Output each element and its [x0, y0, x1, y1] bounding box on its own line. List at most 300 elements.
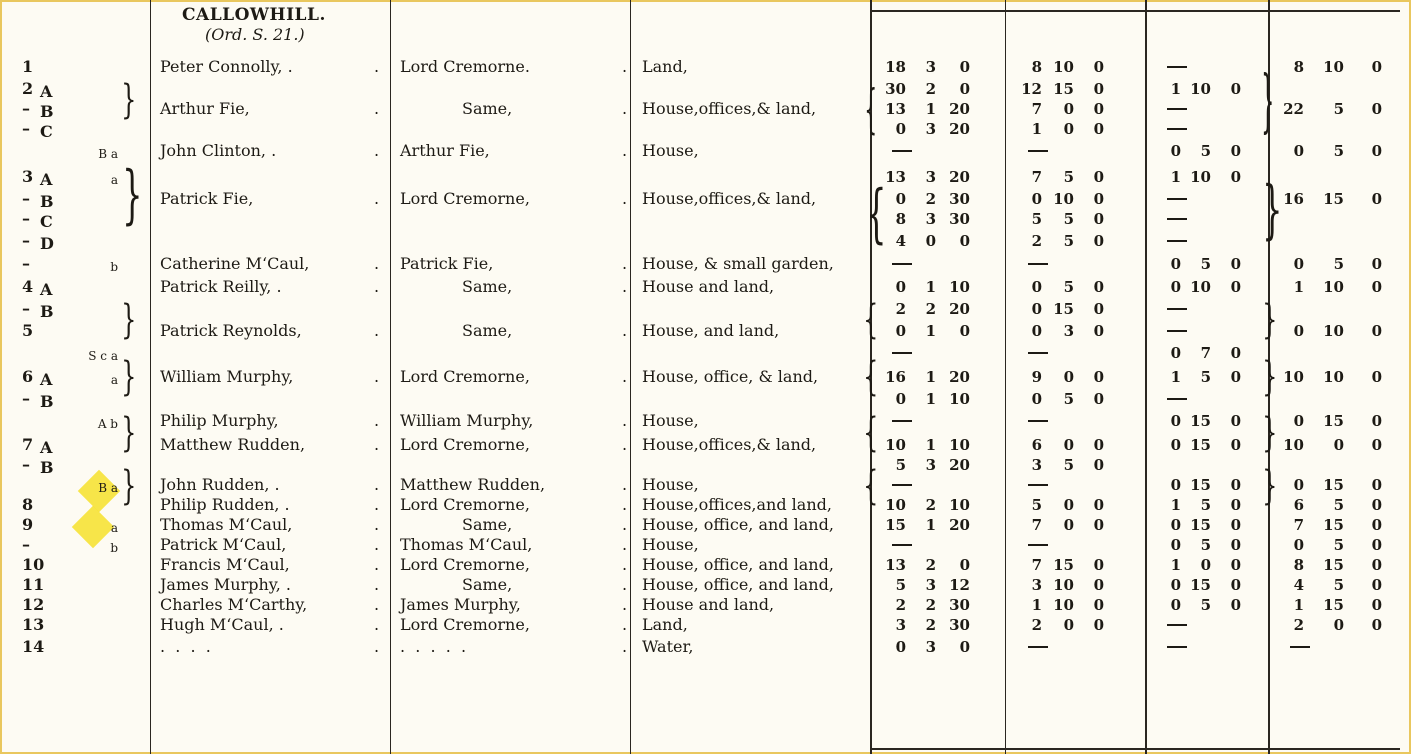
total-valuation: 10 [1283, 368, 1304, 386]
property-description: House, [642, 475, 699, 494]
row-number: 11 [22, 575, 45, 594]
area-value: 0 [895, 638, 906, 656]
leader-dot: . [622, 321, 628, 340]
leader-dot: . [622, 277, 628, 296]
column-rule [1005, 0, 1006, 754]
total-valuation: 10 [1323, 58, 1344, 76]
total-valuation: 0 [1293, 412, 1304, 430]
area-value: 13 [885, 556, 906, 574]
leader-dot: . [374, 321, 380, 340]
total-valuation: 0 [1371, 322, 1382, 340]
leader-dot: . [622, 141, 628, 160]
area-value: 5 [895, 456, 906, 474]
land-valuation: 0 [1093, 168, 1104, 186]
total-valuation: 1 [1293, 278, 1304, 296]
row-number: 9 [22, 515, 34, 534]
area-value: 13 [885, 168, 906, 186]
land-valuation: 0 [1031, 322, 1042, 340]
buildings-valuation: 0 [1230, 576, 1241, 594]
area-value-dash [892, 352, 912, 354]
land-valuation: 0 [1093, 278, 1104, 296]
header-rule [870, 10, 1400, 12]
brace: { [863, 297, 879, 343]
area-value: 10 [949, 496, 970, 514]
buildings-valuation: 15 [1190, 516, 1211, 534]
area-value: 4 [895, 232, 906, 250]
row-subletter: S c a [88, 349, 118, 363]
row-subletter: A b [97, 417, 118, 431]
buildings-valuation: 0 [1230, 496, 1241, 514]
leader-dot: . [622, 435, 628, 454]
occupier-name: Patrick Reilly, . [160, 277, 282, 296]
row-number: – [22, 119, 30, 138]
land-valuation: 10 [1053, 58, 1074, 76]
total-valuation: 0 [1293, 536, 1304, 554]
row-number: 7 [22, 435, 34, 454]
land-valuation: 0 [1031, 300, 1042, 318]
row-number: – [22, 254, 30, 273]
land-valuation: 5 [1063, 232, 1074, 250]
row-number: 3 [22, 167, 34, 186]
area-value: 10 [949, 278, 970, 296]
total-valuation: 5 [1333, 536, 1344, 554]
occupier-name: Peter Connolly, . [160, 57, 293, 76]
total-valuation: 0 [1371, 278, 1382, 296]
area-value: 2 [925, 496, 936, 514]
brace: } [1262, 173, 1283, 247]
leader-dot: . [374, 515, 380, 534]
row-number: 2 [22, 79, 34, 98]
leader-dot: . [622, 595, 628, 614]
buildings-valuation-dash [1167, 198, 1187, 200]
total-valuation: 15 [1323, 596, 1344, 614]
occupier-name: William Murphy, [160, 367, 294, 386]
brace: { [864, 80, 878, 140]
land-valuation: 0 [1063, 100, 1074, 118]
total-valuation: 5 [1333, 142, 1344, 160]
property-description: House, & small garden, [642, 254, 834, 273]
row-number: – [22, 231, 30, 250]
buildings-valuation: 0 [1170, 576, 1181, 594]
buildings-valuation: 0 [1230, 255, 1241, 273]
area-value: 0 [895, 278, 906, 296]
land-valuation-dash [1028, 352, 1048, 354]
total-valuation: 5 [1333, 576, 1344, 594]
total-valuation: 0 [1371, 368, 1382, 386]
land-valuation: 0 [1063, 616, 1074, 634]
leader-dot: . [374, 277, 380, 296]
land-valuation: 0 [1093, 58, 1104, 76]
lessor-name: Lord Cremorne, [400, 615, 530, 634]
row-letter: C [40, 212, 53, 231]
total-valuation: 10 [1283, 436, 1304, 454]
buildings-valuation: 0 [1230, 516, 1241, 534]
area-value: 0 [959, 322, 970, 340]
land-valuation-dash [1028, 263, 1048, 265]
total-valuation: 0 [1371, 142, 1382, 160]
area-value: 2 [895, 300, 906, 318]
row-number: – [22, 455, 30, 474]
area-value: 3 [925, 456, 936, 474]
buildings-valuation-dash [1167, 108, 1187, 110]
area-value: 30 [949, 596, 970, 614]
buildings-valuation: 5 [1200, 368, 1211, 386]
leader-dot: . [374, 367, 380, 386]
buildings-valuation: 0 [1170, 436, 1181, 454]
row-subletter: a [110, 373, 118, 387]
land-valuation: 0 [1093, 390, 1104, 408]
buildings-valuation: 0 [1170, 536, 1181, 554]
row-number: 8 [22, 495, 34, 514]
brace: { [863, 463, 879, 509]
occupier-name: James Murphy, . [160, 575, 291, 594]
land-valuation: 0 [1093, 368, 1104, 386]
property-description: House, office, & land, [642, 367, 819, 386]
area-value: 0 [895, 120, 906, 138]
row-letter: C [40, 122, 53, 141]
occupier-name: Patrick Reynolds, [160, 321, 302, 340]
buildings-valuation-dash [1167, 240, 1187, 242]
total-valuation: 8 [1293, 556, 1304, 574]
total-valuation: 0 [1371, 496, 1382, 514]
area-value-dash [892, 420, 912, 422]
townland-title: CALLOWHILL. [182, 5, 326, 25]
column-rule [630, 0, 631, 754]
property-description: House,offices,& land, [642, 189, 817, 208]
total-valuation: 0 [1293, 255, 1304, 273]
land-valuation: 2 [1031, 232, 1042, 250]
row-number: 5 [22, 321, 34, 340]
land-valuation: 0 [1093, 80, 1104, 98]
buildings-valuation: 5 [1200, 536, 1211, 554]
buildings-valuation: 0 [1170, 516, 1181, 534]
lessor-name: Same, [462, 277, 513, 296]
row-number: – [22, 209, 30, 228]
property-description: House, [642, 141, 699, 160]
total-valuation: 0 [1371, 255, 1382, 273]
lessor-name: Same, [462, 321, 513, 340]
leader-dot: . [622, 367, 628, 386]
area-value: 10 [885, 496, 906, 514]
buildings-valuation: 0 [1230, 278, 1241, 296]
total-valuation: 0 [1371, 476, 1382, 494]
property-description: House, [642, 535, 699, 554]
total-valuation: 0 [1371, 536, 1382, 554]
total-valuation: 15 [1323, 476, 1344, 494]
area-value: 2 [925, 80, 936, 98]
buildings-valuation: 10 [1190, 168, 1211, 186]
leader-dot: . [374, 535, 380, 554]
land-valuation: 3 [1063, 322, 1074, 340]
area-value-dash [892, 484, 912, 486]
total-valuation: 0 [1371, 190, 1382, 208]
total-valuation: 4 [1293, 576, 1304, 594]
lessor-name: Matthew Rudden, [400, 475, 546, 494]
leader-dot: . [374, 99, 380, 118]
total-valuation: 10 [1323, 278, 1344, 296]
footer-rule [870, 748, 1400, 750]
area-value: 3 [925, 576, 936, 594]
occupier-name: Philip Rudden, . [160, 495, 290, 514]
buildings-valuation: 1 [1170, 368, 1181, 386]
area-value: 10 [885, 436, 906, 454]
land-valuation: 0 [1031, 390, 1042, 408]
buildings-valuation-dash [1167, 330, 1187, 332]
ordnance-sheet: (Ord. S. 21.) [205, 25, 305, 44]
lessor-name: . . . . . [400, 637, 467, 656]
buildings-valuation: 0 [1230, 344, 1241, 362]
buildings-valuation-dash [1167, 66, 1187, 68]
leader-dot: . [622, 99, 628, 118]
land-valuation: 2 [1031, 616, 1042, 634]
property-description: House, office, and land, [642, 555, 834, 574]
area-value: 3 [925, 638, 936, 656]
leader-dot: . [374, 254, 380, 273]
total-valuation: 5 [1333, 100, 1344, 118]
area-value: 12 [949, 576, 970, 594]
land-valuation-dash [1028, 646, 1048, 648]
leader-dot: . [622, 254, 628, 273]
land-valuation: 0 [1093, 516, 1104, 534]
area-value: 20 [949, 100, 970, 118]
land-valuation: 0 [1093, 556, 1104, 574]
property-description: Water, [642, 637, 694, 656]
leader-dot: . [374, 57, 380, 76]
lessor-name: Patrick Fie, [400, 254, 494, 273]
land-valuation: 0 [1093, 616, 1104, 634]
buildings-valuation: 1 [1170, 80, 1181, 98]
leader-dot: . [622, 637, 628, 656]
area-value: 20 [949, 368, 970, 386]
buildings-valuation: 15 [1190, 436, 1211, 454]
total-valuation: 8 [1293, 58, 1304, 76]
row-number: 6 [22, 367, 34, 386]
brace: } [1262, 410, 1278, 456]
buildings-valuation: 0 [1230, 536, 1241, 554]
brace: } [121, 463, 137, 509]
total-valuation: 15 [1323, 556, 1344, 574]
leader-dot: . [622, 57, 628, 76]
row-subletter: B a [98, 147, 118, 161]
buildings-valuation-dash [1167, 624, 1187, 626]
row-letter: D [40, 234, 54, 253]
land-valuation: 12 [1021, 80, 1042, 98]
land-valuation: 0 [1063, 496, 1074, 514]
total-valuation: 0 [1371, 412, 1382, 430]
land-valuation: 5 [1063, 278, 1074, 296]
land-valuation: 0 [1093, 456, 1104, 474]
land-valuation: 15 [1053, 556, 1074, 574]
land-valuation: 0 [1093, 576, 1104, 594]
brace: } [122, 158, 143, 232]
occupier-name: Charles M‘Carthy, [160, 595, 308, 614]
total-valuation: 22 [1283, 100, 1304, 118]
area-value-dash [892, 544, 912, 546]
row-letter: B [40, 392, 54, 411]
leader-dot: . [374, 637, 380, 656]
area-value-dash [892, 263, 912, 265]
row-letter: A [40, 438, 53, 457]
property-description: House, and land, [642, 321, 780, 340]
buildings-valuation-dash [1167, 646, 1187, 648]
leader-dot: . [374, 411, 380, 430]
area-value: 13 [885, 100, 906, 118]
area-value-dash [892, 150, 912, 152]
total-valuation: 0 [1333, 436, 1344, 454]
buildings-valuation: 0 [1170, 412, 1181, 430]
leader-dot: . [622, 515, 628, 534]
lessor-name: James Murphy, [400, 595, 521, 614]
land-valuation: 5 [1031, 496, 1042, 514]
buildings-valuation: 15 [1190, 476, 1211, 494]
area-value: 30 [949, 616, 970, 634]
property-description: House, office, and land, [642, 575, 834, 594]
brace: } [121, 297, 137, 343]
area-value: 3 [925, 168, 936, 186]
row-subletter: b [110, 541, 118, 555]
area-value: 18 [885, 58, 906, 76]
area-value: 3 [925, 210, 936, 228]
property-description: House and land, [642, 595, 775, 614]
area-value: 30 [949, 190, 970, 208]
brace: } [1262, 297, 1278, 343]
land-valuation: 5 [1063, 390, 1074, 408]
land-valuation: 6 [1031, 436, 1042, 454]
row-number: – [22, 389, 30, 408]
brace: { [863, 410, 879, 456]
total-valuation: 1 [1293, 596, 1304, 614]
buildings-valuation: 0 [1170, 255, 1181, 273]
occupier-name: Philip Murphy, [160, 411, 279, 430]
row-subletter: B a [98, 481, 118, 495]
leader-dot: . [374, 189, 380, 208]
property-description: House,offices,and land, [642, 495, 832, 514]
total-valuation: 2 [1293, 616, 1304, 634]
land-valuation-dash [1028, 484, 1048, 486]
leader-dot: . [622, 535, 628, 554]
area-value: 0 [895, 190, 906, 208]
brace: } [121, 77, 137, 123]
row-number: – [22, 99, 30, 118]
occupier-name: Patrick M‘Caul, [160, 535, 287, 554]
occupier-name: John Clinton, . [160, 141, 277, 160]
row-number: – [22, 299, 30, 318]
lessor-name: Lord Cremorne, [400, 367, 530, 386]
land-valuation: 0 [1093, 496, 1104, 514]
row-letter: A [40, 280, 53, 299]
land-valuation: 10 [1053, 576, 1074, 594]
area-value: 0 [959, 232, 970, 250]
lessor-name: Lord Cremorne, [400, 555, 530, 574]
land-valuation-dash [1028, 544, 1048, 546]
leader-dot: . [622, 575, 628, 594]
land-valuation: 10 [1053, 596, 1074, 614]
row-number: 14 [22, 637, 45, 656]
row-number: – [22, 535, 30, 554]
total-valuation: 7 [1293, 516, 1304, 534]
area-value: 10 [949, 390, 970, 408]
buildings-valuation: 5 [1200, 142, 1211, 160]
area-value: 1 [925, 368, 936, 386]
buildings-valuation: 0 [1170, 142, 1181, 160]
area-value: 30 [885, 80, 906, 98]
row-number: – [22, 189, 30, 208]
total-valuation: 0 [1371, 436, 1382, 454]
lessor-name: Same, [462, 99, 513, 118]
land-valuation: 5 [1063, 210, 1074, 228]
total-valuation: 0 [1293, 322, 1304, 340]
buildings-valuation: 0 [1230, 368, 1241, 386]
area-value: 0 [959, 556, 970, 574]
brace: } [1261, 62, 1275, 142]
land-valuation: 0 [1031, 190, 1042, 208]
area-value: 1 [925, 390, 936, 408]
buildings-valuation: 0 [1230, 556, 1241, 574]
land-valuation: 0 [1063, 436, 1074, 454]
buildings-valuation-dash [1167, 398, 1187, 400]
area-value: 3 [925, 120, 936, 138]
lessor-name: Lord Cremorne. [400, 57, 530, 76]
total-valuation: 0 [1371, 576, 1382, 594]
area-value: 0 [895, 322, 906, 340]
buildings-valuation: 10 [1190, 80, 1211, 98]
row-subletter: a [110, 521, 118, 535]
brace: } [121, 354, 137, 400]
land-valuation: 5 [1063, 456, 1074, 474]
column-rule [150, 0, 151, 754]
area-value: 2 [925, 556, 936, 574]
buildings-valuation: 0 [1230, 476, 1241, 494]
lessor-name: Same, [462, 575, 513, 594]
land-valuation: 0 [1093, 120, 1104, 138]
occupier-name: Catherine M‘Caul, [160, 254, 310, 273]
buildings-valuation: 0 [1230, 436, 1241, 454]
land-valuation: 0 [1093, 436, 1104, 454]
area-value: 20 [949, 168, 970, 186]
leader-dot: . [622, 475, 628, 494]
total-valuation: 0 [1371, 596, 1382, 614]
leader-dot: . [622, 615, 628, 634]
leader-dot: . [622, 189, 628, 208]
land-valuation: 1 [1031, 120, 1042, 138]
total-valuation: 5 [1333, 496, 1344, 514]
total-valuation-dash [1290, 646, 1310, 648]
land-valuation: 0 [1093, 596, 1104, 614]
brace: } [121, 410, 137, 456]
area-value: 5 [895, 576, 906, 594]
leader-dot: . [374, 475, 380, 494]
leader-dot: . [374, 615, 380, 634]
lessor-name: William Murphy, [400, 411, 534, 430]
buildings-valuation: 10 [1190, 278, 1211, 296]
brace: } [1262, 463, 1278, 509]
land-valuation: 7 [1031, 100, 1042, 118]
land-valuation: 7 [1031, 556, 1042, 574]
total-valuation: 0 [1371, 100, 1382, 118]
lessor-name: Lord Cremorne, [400, 435, 530, 454]
land-valuation: 0 [1093, 190, 1104, 208]
area-value: 1 [925, 322, 936, 340]
property-description: House,offices,& land, [642, 99, 817, 118]
area-value: 0 [925, 232, 936, 250]
land-valuation: 8 [1031, 58, 1042, 76]
row-number: 12 [22, 595, 45, 614]
land-valuation: 7 [1031, 168, 1042, 186]
buildings-valuation: 1 [1170, 556, 1181, 574]
buildings-valuation: 0 [1170, 476, 1181, 494]
property-description: Land, [642, 615, 688, 634]
leader-dot: . [374, 435, 380, 454]
